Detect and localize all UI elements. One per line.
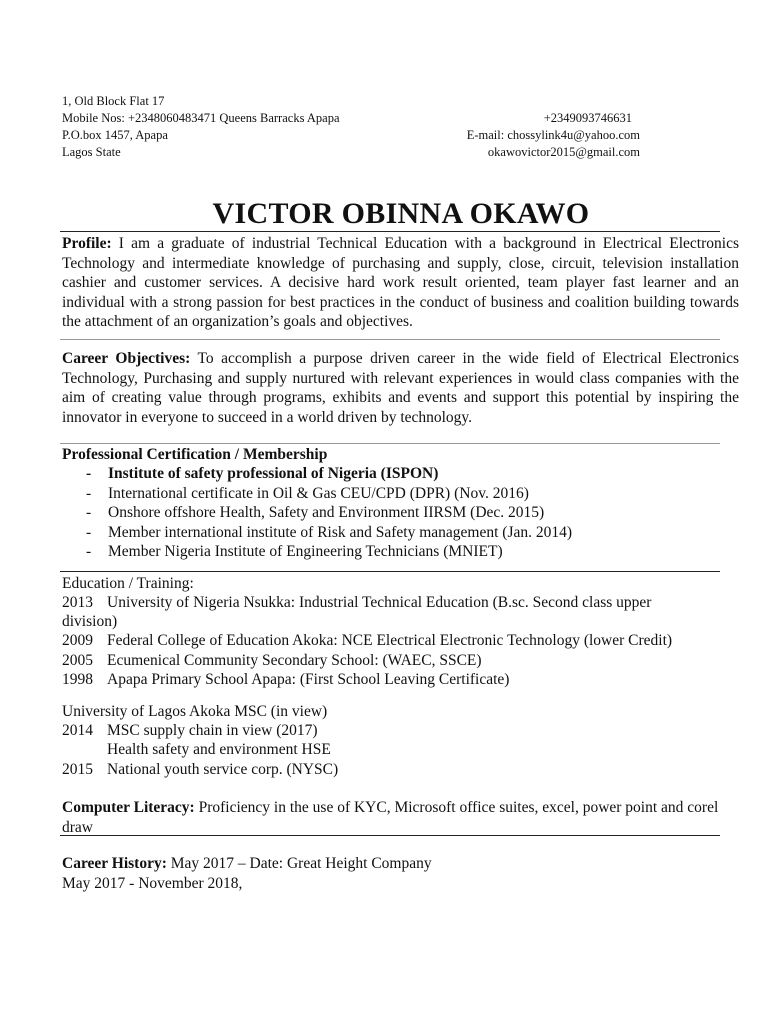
email-secondary: okawovictor2015@gmail.com (487, 145, 640, 159)
computer-literacy-section (62, 798, 722, 837)
objectives-label: Career Objectives: (62, 350, 191, 367)
address-line-1: 1, Old Block Flat 17 (62, 94, 165, 108)
education-entry-continued: division) (62, 613, 118, 630)
phone-secondary: +2349093746631 (543, 111, 632, 125)
profile-divider (60, 339, 720, 340)
certification-item: - Onshore offshore Health, Safety and Environment IIRSM (Dec. 2015) (86, 504, 545, 521)
education-entry: 2005 Ecumenical Community Secondary School: (WAEC, SSCE) (62, 652, 482, 669)
education-extra-entry: 2015 National youth service corp. (NYSC) (62, 761, 339, 778)
objectives-text: To accomplish a purpose driven career in the wide field of Electrical Electronics Technology, Purchasing and supply nurtured with relevant experiences in would class companies with the aim of creating value through programs, exhibits and events and support this potential by inspiring the innovator in everyone to succeed in a world driven by technology. (62, 350, 739, 426)
name-underline (60, 231, 720, 232)
education-entry: 2009 Federal College of Education Akoka: NCE Electrical Electronic Technology (lower Credit) (62, 632, 673, 649)
profile-label: Profile: (62, 235, 112, 252)
education-entry: 2013 University of Nigeria Nsukka: Industrial Technical Education (B.sc. Second class upper (62, 594, 652, 611)
email-primary: E-mail: chossylink4u@yahoo.com (466, 128, 640, 142)
education-extra-entry: Health safety and environment HSE (107, 741, 331, 758)
computer-literacy-label: Computer Literacy: (62, 799, 195, 816)
certification-item: - Member Nigeria Institute of Engineering Technicians (MNIET) (86, 543, 503, 560)
career-history-section (62, 854, 432, 874)
address-line-2: Mobile Nos: +2348060483471 Queens Barracks Apapa (62, 111, 340, 125)
address-line-4: Lagos State (62, 145, 121, 159)
computer-literacy-divider (60, 835, 720, 836)
objectives-section (62, 349, 739, 427)
education-entry: 1998 Apapa Primary School Apapa: (First School Leaving Certificate) (62, 671, 510, 688)
profile-section (62, 234, 739, 332)
objectives-divider (60, 443, 720, 444)
certification-divider (60, 571, 720, 572)
career-history-text: May 2017 – Date: Great Height Company (166, 855, 432, 872)
computer-literacy-text: Proficiency in the use of KYC, Microsoft office suites, excel, power point and corel draw (62, 799, 719, 836)
education-heading: Education / Training: (62, 575, 194, 592)
education-extra-heading: University of Lagos Akoka MSC (in view) (62, 703, 328, 720)
profile-text: I am a graduate of industrial Technical Education with a background in Electrical Electronics Technology and intermediate knowledge of purchasing and supply, close, circuit, television installation cashier and customer services. A decisive hard work result oriented, team player fast learner and an individual with a strong passion for best practices in the conduct of business and coalition building towards the attachment of an organization’s goals and objectives. (62, 235, 739, 330)
certification-item: - Institute of safety professional of Nigeria (ISPON) (86, 465, 439, 482)
education-extra-entry: 2014 MSC supply chain in view (2017) (62, 722, 318, 739)
career-history-label: Career History: (62, 855, 167, 872)
certification-item: - Member international institute of Risk and Safety management (Jan. 2014) (86, 524, 573, 541)
candidate-name: VICTOR OBINNA OKAWO (212, 197, 590, 230)
certification-heading: Professional Certification / Membership (62, 446, 328, 463)
address-line-3: P.O.box 1457, Apapa (62, 128, 168, 142)
certification-item: - International certificate in Oil & Gas CEU/CPD (DPR) (Nov. 2016) (86, 485, 529, 502)
career-history-dates: May 2017 - November 2018, (62, 875, 243, 892)
